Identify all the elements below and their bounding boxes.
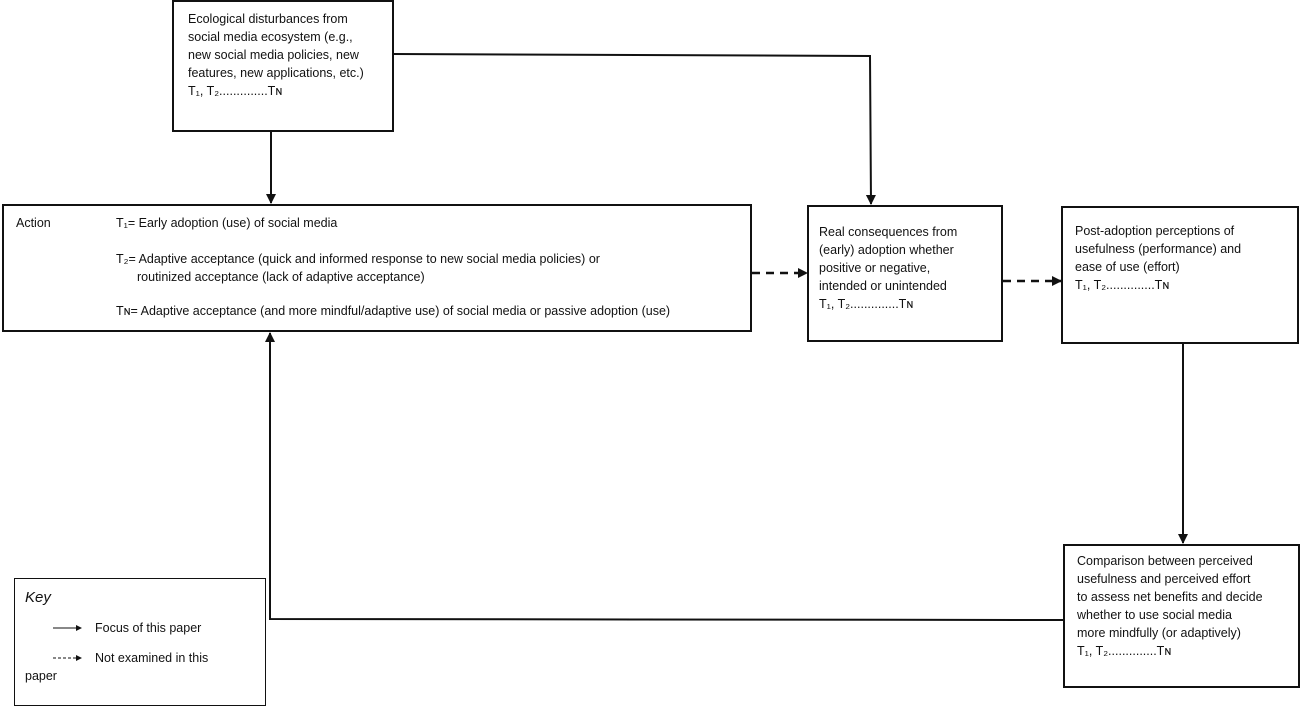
node-text: Comparison between perceived — [1077, 554, 1253, 568]
node-text: social media ecosystem (e.g., — [188, 30, 353, 44]
node-text: (early) adoption whether — [819, 243, 954, 257]
key-legend — [14, 578, 266, 706]
node-text: Post-adoption perceptions of — [1075, 224, 1235, 238]
node-text: Ecological disturbances from — [188, 12, 348, 26]
action-t2-line2: routinized acceptance (lack of adaptive acceptance) — [137, 270, 425, 284]
key-title: Key — [25, 589, 51, 606]
action-t2-line1: T₂= Adaptive acceptance (quick and informed response to new social media policies) or — [116, 252, 600, 266]
node-text: more mindfully (or adaptively) — [1077, 626, 1241, 640]
node-text: whether to use social media — [1077, 608, 1232, 622]
node-text: to assess net benefits and decide — [1077, 590, 1263, 604]
node-perceptions — [1061, 206, 1299, 344]
node-text: T₁, T₂..............Tɴ — [819, 297, 914, 311]
node-text: features, new applications, etc.) — [188, 66, 364, 80]
node-text: usefulness and perceived effort — [1077, 572, 1251, 586]
action-t1: T₁= Early adoption (use) of social media — [116, 216, 338, 230]
action-tn: Tɴ= Adaptive acceptance (and more mindful/adaptive use) of social media or passive adoption (use) — [116, 304, 671, 318]
edge-disturbances-consequences — [393, 54, 871, 204]
node-text: intended or unintended — [819, 279, 947, 293]
node-consequences — [807, 205, 1003, 342]
node-text: positive or negative, — [819, 261, 931, 275]
node-comparison — [1063, 544, 1300, 688]
node-text: Real consequences from — [819, 225, 958, 239]
node-text: new social media policies, new — [188, 48, 359, 62]
node-text: ease of use (effort) — [1075, 260, 1180, 274]
action-label: Action — [16, 216, 51, 230]
node-disturbances — [172, 0, 394, 132]
node-text: usefulness (performance) and — [1075, 242, 1242, 256]
edge-comparison-action — [270, 333, 1063, 620]
node-text: T₁, T₂..............Tɴ — [188, 84, 283, 98]
key-dashed-label-cont: paper — [25, 669, 57, 683]
key-solid-label: Focus of this paper — [95, 621, 202, 635]
node-text: T₁, T₂..............Tɴ — [1075, 278, 1170, 292]
node-text: T₁, T₂..............Tɴ — [1077, 644, 1172, 658]
node-action — [2, 204, 752, 332]
key-dashed-label: Not examined in this — [95, 651, 209, 665]
